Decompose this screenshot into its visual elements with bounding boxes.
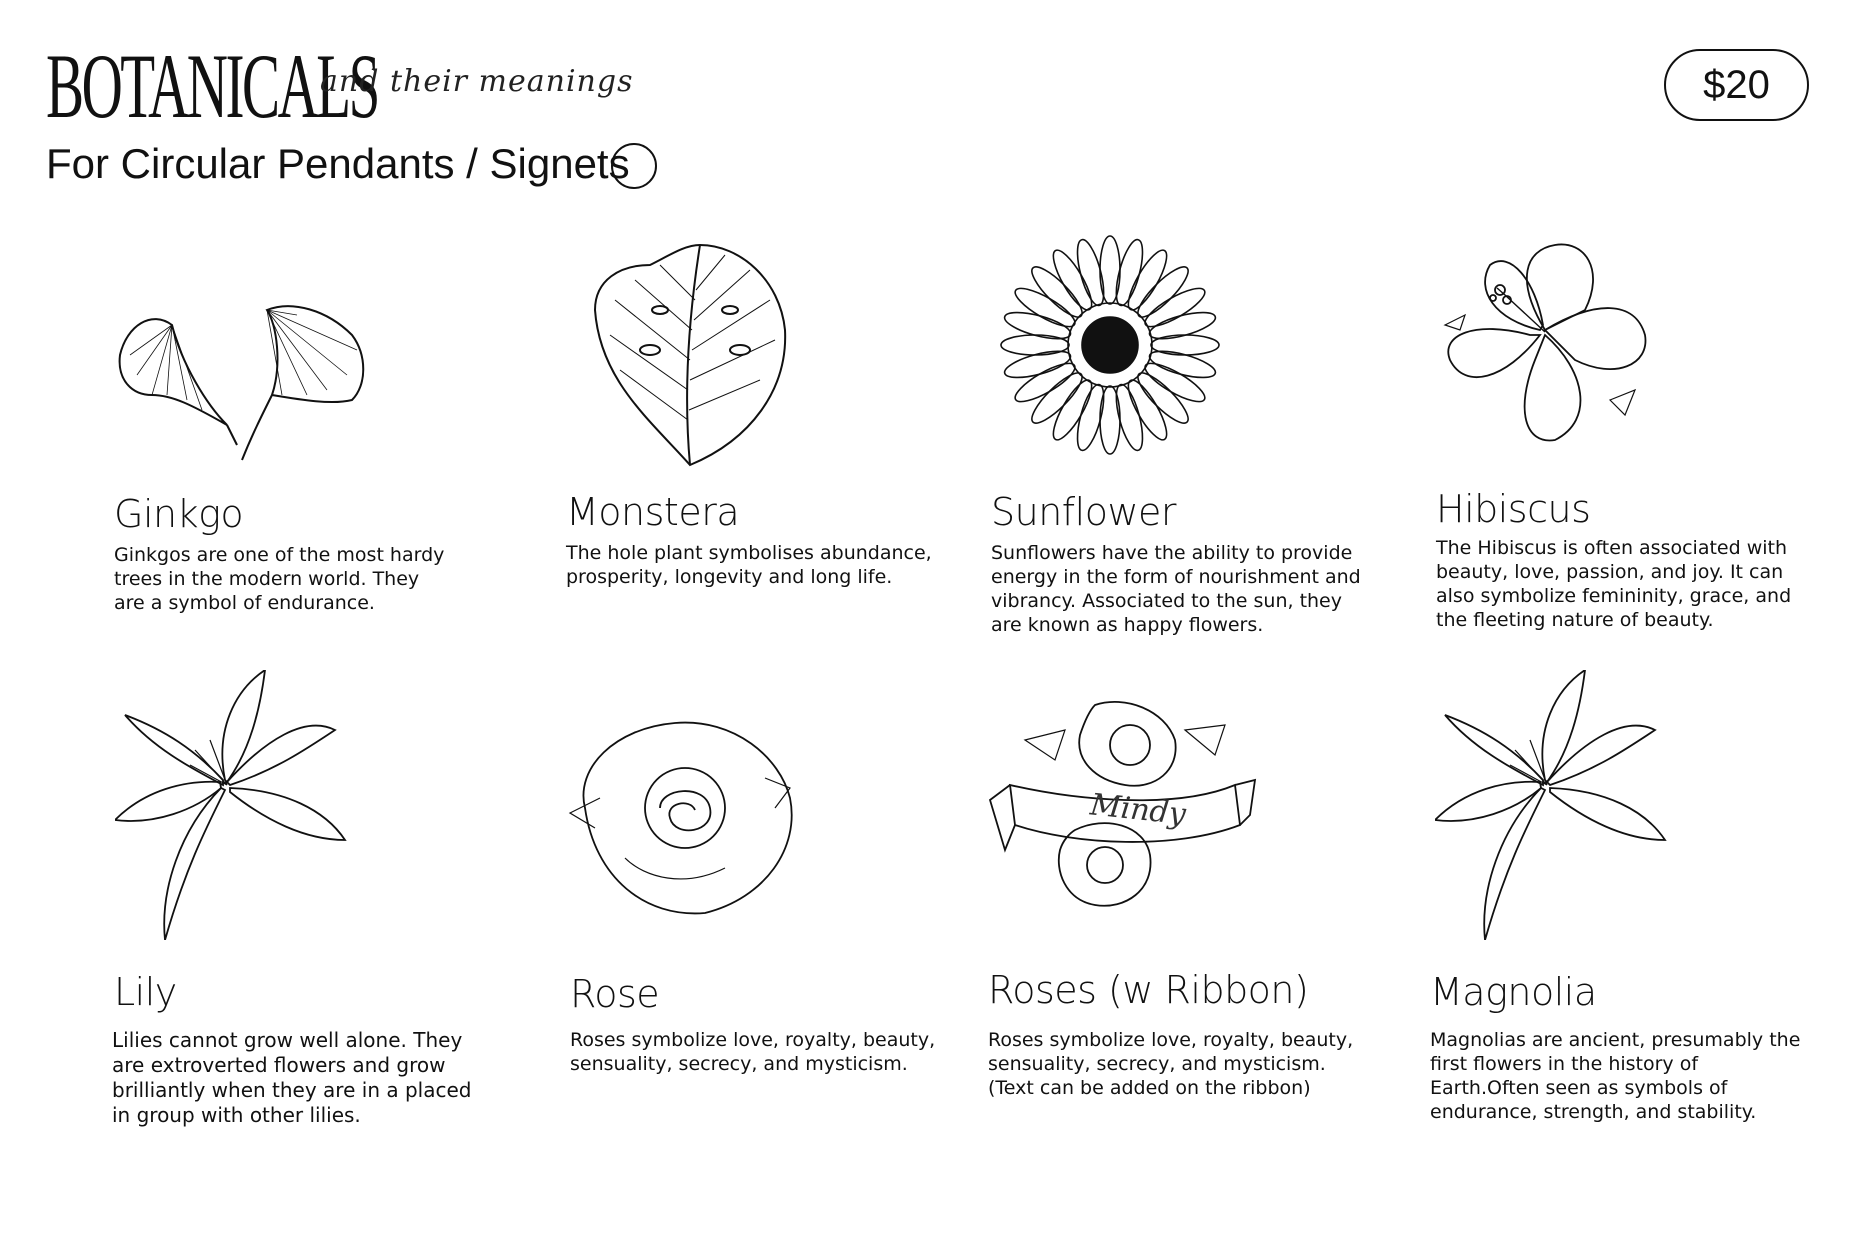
ginkgo-leaves-icon: [112, 295, 372, 465]
sunflower-icon: [995, 228, 1225, 463]
item-desc-rose: Roses symbolize love, royalty, beauty, sensuality, secrecy, and mysticism.: [570, 1029, 936, 1075]
price-value: $20: [1703, 62, 1770, 107]
item-desc-hibiscus: The Hibiscus is often associated with beauty, love, passion, and joy. It can also symbolize femininity, grace, and the fleeting nature of beauty.: [1436, 537, 1792, 631]
page-title: BOTANICALS: [46, 35, 378, 137]
item-name-sunflower: Sunflower: [991, 490, 1177, 534]
ribbon-text: Mindy: [1088, 787, 1188, 833]
item-name-magnolia: Magnolia: [1430, 970, 1597, 1014]
item-desc-ginkgo: Ginkgos are one of the most hardy trees in the modern world. They are a symbol of endurance.: [114, 544, 445, 614]
item-name-ginkgo: Ginkgo: [114, 492, 244, 536]
item-desc-lily: Lilies cannot grow well alone. They are extroverted flowers and grow brilliantly when they are in a placed in group with other lilies.: [112, 1028, 472, 1127]
hibiscus-flower-icon: [1435, 240, 1655, 450]
item-desc-roses-ribbon: Roses symbolize love, royalty, beauty, sensuality, secrecy, and mysticism. (Text can be added on the ribbon): [988, 1029, 1354, 1099]
item-name-hibiscus: Hibiscus: [1436, 487, 1591, 531]
monstera-leaf-icon: [590, 240, 790, 470]
page-tagline: and their meanings: [320, 64, 634, 99]
circle-shape-icon: [611, 143, 657, 189]
roses-with-ribbon-icon: [985, 700, 1285, 930]
magnolia-flower-icon: [1435, 670, 1675, 940]
page-subtitle: For Circular Pendants / Signets: [46, 140, 630, 187]
price-badge: [1664, 49, 1809, 121]
lily-flower-icon: [115, 670, 355, 940]
item-name-monstera: Monstera: [566, 490, 740, 534]
item-desc-sunflower: Sunflowers have the ability to provide energy in the form of nourishment and vibrancy. Associated to the sun, they are known as happy flowers.: [991, 542, 1361, 636]
item-name-roses-ribbon: Roses (w Ribbon): [988, 968, 1309, 1012]
item-name-lily: Lily: [114, 970, 177, 1014]
rose-flower-icon: [565, 718, 800, 918]
item-name-rose: Rose: [570, 972, 660, 1016]
item-desc-monstera: The hole plant symbolises abundance, prosperity, longevity and long life.: [566, 542, 932, 588]
item-desc-magnolia: Magnolias are ancient, presumably the first flowers in the history of Earth.Often seen as symbols of endurance, strength, and stability.: [1430, 1029, 1801, 1123]
